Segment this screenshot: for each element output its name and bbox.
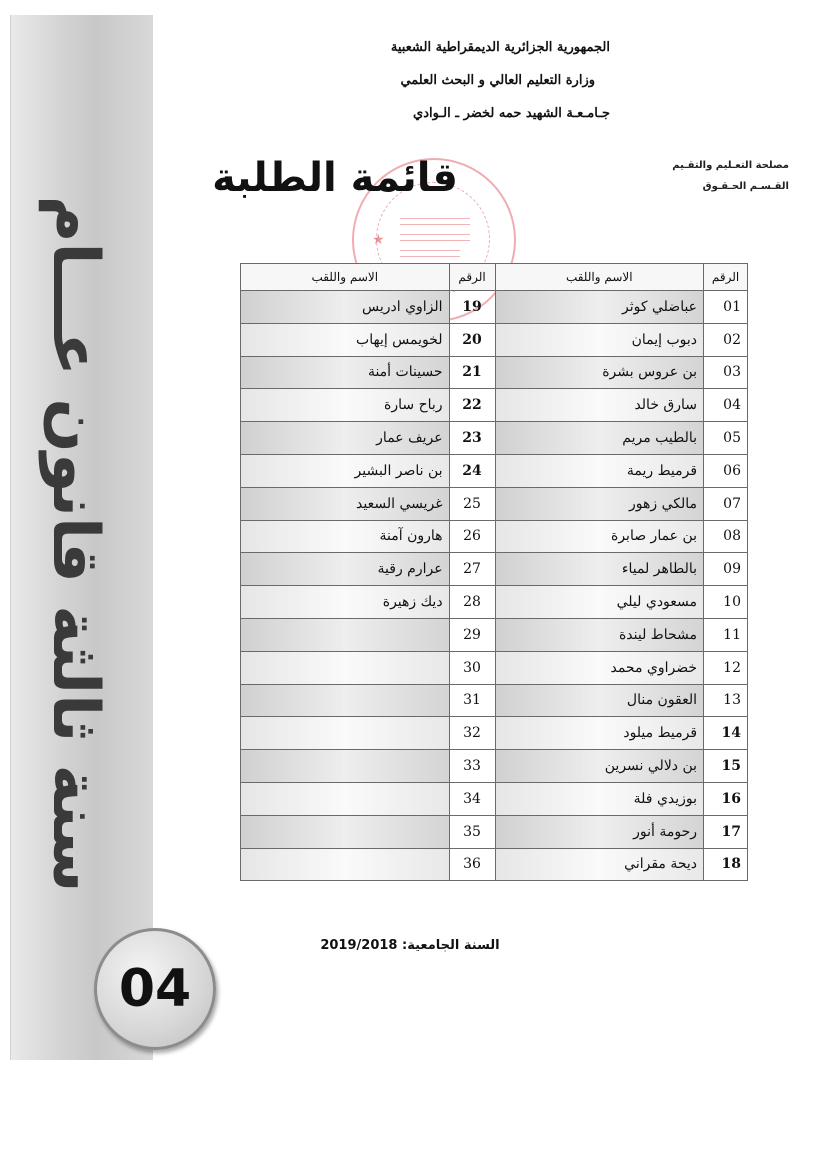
row-number-2: 30 (449, 651, 495, 684)
row-number-2: 22 (449, 389, 495, 422)
department-block (589, 160, 789, 202)
row-number: 10 (704, 586, 748, 619)
row-number-2: 28 (449, 586, 495, 619)
row-number: 17 (704, 815, 748, 848)
student-name-2 (241, 684, 450, 717)
student-name: دبوب إيمان (495, 323, 704, 356)
student-name: بن عروس بشرة (495, 356, 704, 389)
row-number-2: 33 (449, 750, 495, 783)
student-name: مشحاط ليندة (495, 618, 704, 651)
table-row (241, 553, 748, 586)
table-row (241, 717, 748, 750)
row-number: 14 (704, 717, 748, 750)
table-row (241, 651, 748, 684)
student-name: بالطاهر لمياء (495, 553, 704, 586)
section-line: القـسـم الحـقـوق (702, 181, 789, 192)
row-number: 02 (704, 323, 748, 356)
table-row (241, 389, 748, 422)
student-name: العقون منال (495, 684, 704, 717)
student-name: مالكي زهور (495, 487, 704, 520)
table-row (241, 586, 748, 619)
student-name-2 (241, 848, 450, 881)
student-name-2: عرارم رقية (241, 553, 450, 586)
student-name: ديحة مقراني (495, 848, 704, 881)
student-name-2: هارون آمنة (241, 520, 450, 553)
level-badge: 04 (94, 928, 216, 1050)
row-number: 16 (704, 782, 748, 815)
service-line: مصلحة التعـليم والتقـيم (672, 160, 789, 171)
document-header (330, 40, 710, 139)
stamp-line (400, 250, 460, 257)
table-row (241, 618, 748, 651)
student-name: بن دلالي نسرين (495, 750, 704, 783)
row-number-2: 21 (449, 356, 495, 389)
row-number-2: 19 (449, 291, 495, 324)
row-number-2: 27 (449, 553, 495, 586)
stamp-line (400, 218, 470, 225)
student-name: بالطيب مريم (495, 422, 704, 455)
student-name: بوزيدي فلة (495, 782, 704, 815)
republic-line: الجمهورية الجزائرية الديمقراطية الشعبية (390, 40, 610, 55)
table-row (241, 454, 748, 487)
row-number: 09 (704, 553, 748, 586)
row-number: 06 (704, 454, 748, 487)
table-row (241, 323, 748, 356)
row-number-2: 29 (449, 618, 495, 651)
row-number-2: 32 (449, 717, 495, 750)
row-number-2: 25 (449, 487, 495, 520)
row-number: 11 (704, 618, 748, 651)
sidebar-band (10, 15, 153, 1060)
student-name-2: لخويمس إيهاب (241, 323, 450, 356)
row-number-2: 35 (449, 815, 495, 848)
academic-year: السنة الجامعية: 2019/2018 (320, 938, 500, 953)
student-name: سارق خالد (495, 389, 704, 422)
stamp-star-icon: ★ (372, 232, 385, 248)
header-name: الاسم واللقب (495, 264, 704, 291)
student-name-2: رباح سارة (241, 389, 450, 422)
table-row (241, 750, 748, 783)
student-name-2: ديك زهيرة (241, 586, 450, 619)
table-row (241, 356, 748, 389)
row-number: 01 (704, 291, 748, 324)
header-number-2: الرقم (449, 264, 495, 291)
row-number-2: 20 (449, 323, 495, 356)
row-number-2: 36 (449, 848, 495, 881)
row-number-2: 24 (449, 454, 495, 487)
student-name-2: الزاوي ادريس (241, 291, 450, 324)
student-name: عباضلي كوثر (495, 291, 704, 324)
sidebar-title: سنة ثالثة قانون عـــام (38, 195, 112, 893)
row-number-2: 34 (449, 782, 495, 815)
student-name: خضراوي محمد (495, 651, 704, 684)
table-header-row (241, 264, 748, 291)
table-row (241, 487, 748, 520)
row-number: 13 (704, 684, 748, 717)
row-number: 08 (704, 520, 748, 553)
row-number-2: 26 (449, 520, 495, 553)
row-number: 15 (704, 750, 748, 783)
row-number: 03 (704, 356, 748, 389)
row-number-2: 31 (449, 684, 495, 717)
student-table (240, 263, 748, 881)
table-row (241, 848, 748, 881)
student-name-2 (241, 750, 450, 783)
stamp-line (400, 234, 470, 241)
table-row (241, 815, 748, 848)
student-name-2 (241, 717, 450, 750)
student-name-2 (241, 618, 450, 651)
row-number: 05 (704, 422, 748, 455)
row-number: 12 (704, 651, 748, 684)
table-row (241, 520, 748, 553)
page-title: قائمة الطلبة (212, 155, 458, 201)
ministry-line: وزارة التعليم العالي و البحث العلمي (400, 73, 595, 88)
student-name: قرميط ميلود (495, 717, 704, 750)
row-number-2: 23 (449, 422, 495, 455)
university-line: جـامـعـة الشهيد حمه لخضر ـ الـوادي (413, 106, 610, 121)
student-name: رحومة أنور (495, 815, 704, 848)
student-name: قرميط ريمة (495, 454, 704, 487)
header-number: الرقم (704, 264, 748, 291)
student-name-2 (241, 651, 450, 684)
student-name-2 (241, 815, 450, 848)
table-row (241, 291, 748, 324)
student-name-2: حسينات أمنة (241, 356, 450, 389)
table-body (241, 291, 748, 881)
row-number: 04 (704, 389, 748, 422)
student-name-2: بن ناصر البشير (241, 454, 450, 487)
header-name-2: الاسم واللقب (241, 264, 450, 291)
table-row (241, 782, 748, 815)
student-name-2: غريسي السعيد (241, 487, 450, 520)
student-name-2: عريف عمار (241, 422, 450, 455)
student-name: مسعودي ليلي (495, 586, 704, 619)
table-row (241, 422, 748, 455)
table-row (241, 684, 748, 717)
student-name: بن عمار صابرة (495, 520, 704, 553)
row-number: 07 (704, 487, 748, 520)
row-number: 18 (704, 848, 748, 881)
student-name-2 (241, 782, 450, 815)
